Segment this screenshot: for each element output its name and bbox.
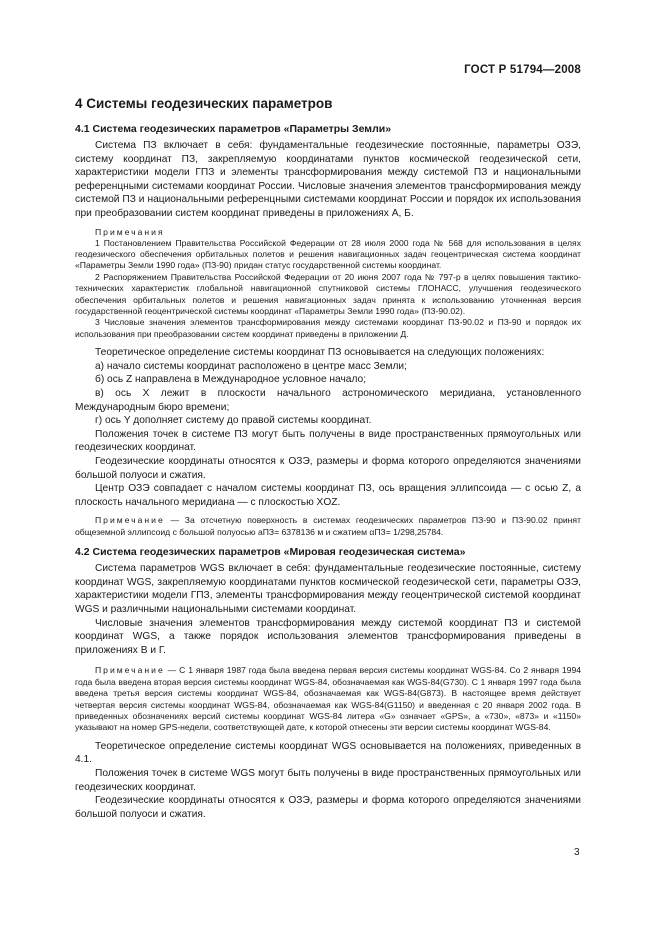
s41-note-single-label: Примечание (95, 515, 165, 526)
s41-note-2: 2 Распоряжением Правительства Российской Федерации от 20 июня 2007 года № 797-р в целях повышения тактико-технических характеристик глобальной навигационной спутниковой системы ГЛОНАСС, улучшения геодезического обеспечения орбитальных полетов и решения навигационных задач принята к использованию уточненная версия государственной геоцентрической системы координат «Параметры Земли 1990 года» (ПЗ-90.02). (75, 271, 581, 316)
s42-paragraph-4: Положения точек в системе WGS могут быть получены в виде пространственных прямоугольных или геодезических координат. (75, 767, 581, 793)
section-4-1-title: 4.1 Система геодезических параметров «Параметры Земли» (75, 123, 392, 135)
s41-paragraph-2: Теоретическое определение системы координат ПЗ основывается на следующих положениях: (95, 347, 545, 359)
s41-paragraph-1: Система ПЗ включает в себя: фундаментальные геодезические постоянные, параметры ОЗЭ, систему координат ПЗ, закрепляемую координатами пунктов космической геодезической сети, характеристики модели ГПЗ и элементы трансформирования между системой ПЗ и национальными референцными системами координат России. Числовые значения элементов трансформирования между системой ПЗ и национальными референцными системами координат России и порядок их использования при преобразовании систем координат приведены в приложениях А, Б. (75, 140, 581, 219)
page-number: 3 (574, 847, 580, 858)
s41-list-item-b: б) ось Z направлена в Международное условное начало; (95, 374, 367, 386)
s42-paragraph-1: Система параметров WGS включает в себя: фундаментальные геодезические постоянные, систему координат WGS, закрепляемую координатами пунктов космической геодезической сети, параметры ОЗЭ, характеристики модели ГПЗ, элементы трансформирования между геоцентрической системой координат WGS и различными национальными системами координат. (75, 563, 581, 615)
document-body (75, 96, 581, 821)
section-4-2-title: 4.2 Система геодезических параметров «Мировая геодезическая система» (75, 546, 466, 559)
s41-list-item-d: г) ось Y дополняет систему до правой системы координат. (95, 415, 372, 427)
s42-paragraph-2: Числовые значения элементов трансформирования между системой координат ПЗ и системой координат WGS, а также порядок использования элементов трансформирования приведены в приложениях В и Г. (75, 617, 581, 656)
s41-notes-heading: Примечания (95, 226, 165, 237)
s41-note-single (75, 515, 581, 538)
s42-note (75, 665, 581, 733)
s41-note-1: 1 Постановлением Правительства Российской Федерации от 28 июля 2000 года № 568 для использования в целях геодезического обеспечения орбитальных полетов и решения навигационных задач геоцентрическая система координат «Параметры Земли 1990 года» (ПЗ-90) придан статус государственной системы координат. (75, 237, 581, 271)
s41-paragraph-4: Геодезические координаты относятся к ОЗЭ, размеры и форма которого определяются значениями большой полуоси и сжатия. (75, 455, 581, 481)
s41-note-3: 3 Числовые значения элементов трансформирования между системами координат ПЗ-90.02 и ПЗ-90 и порядок их использования при преобразовании систем координат приведены в приложении Д. (75, 317, 581, 339)
section-4-title: 4 Системы геодезических параметров (75, 96, 333, 111)
s41-paragraph-3: Положения точек в системе ПЗ могут быть получены в виде пространственных прямоугольных или геодезических координат. (75, 428, 581, 454)
s42-paragraph-5: Геодезические координаты относятся к ОЗЭ, размеры и форма которого определяются значениями большой полуоси и сжатия. (75, 795, 581, 820)
s42-paragraph-3: Теоретическое определение системы координат WGS основывается на положениях, приведенных в 4.1. (75, 740, 581, 766)
s42-note-text: — С 1 января 1987 года была введена первая версия системы координат WGS-84. Со 2 января 1994 года была введена вторая версия системы координат WGS-84, обозначаемая как WGS-84(G730). С 1 января 1997 года была введена третья версия системы координат WGS-84, обозначаемая как WGS-84(G873). В настоящее время действует четвертая версия системы координат WGS-84, обозначаемая как WGS-84(G1150) и введенная с 20 января 2002 года. В приведенных обозначениях версий системы координат WGS-84 литера «G» означает «GPS», а «730», «873» и «1150» указывают на номер GPS-недели, соответствующей дате, к которой отнесены эти версии системы координат WGS-84. (75, 665, 581, 733)
s41-paragraph-5: Центр ОЗЭ совпадает с началом системы координат ПЗ, ось вращения эллипсоида — с осью Z, а плоскость начального меридиана — с плоскостью XOZ. (75, 483, 581, 508)
s41-note-single-text: — За отсчетную поверхность в системах геодезических параметров ПЗ-90 и ПЗ-90.02 принят общеземной эллипсоид с большой полуосью aПЗ= 6378136 м и сжатием αПЗ= 1/298,25784. (75, 515, 581, 537)
standard-header: ГОСТ Р 51794—2008 (464, 64, 581, 76)
s42-note-label: Примечание (95, 665, 165, 676)
s41-list-item-a: а) начало системы координат расположено в центре масс Земли; (95, 360, 407, 372)
s41-list-item-c: в) ось X лежит в плоскости начального астрономического меридиана, установленного Международным бюро времени; (75, 388, 581, 413)
